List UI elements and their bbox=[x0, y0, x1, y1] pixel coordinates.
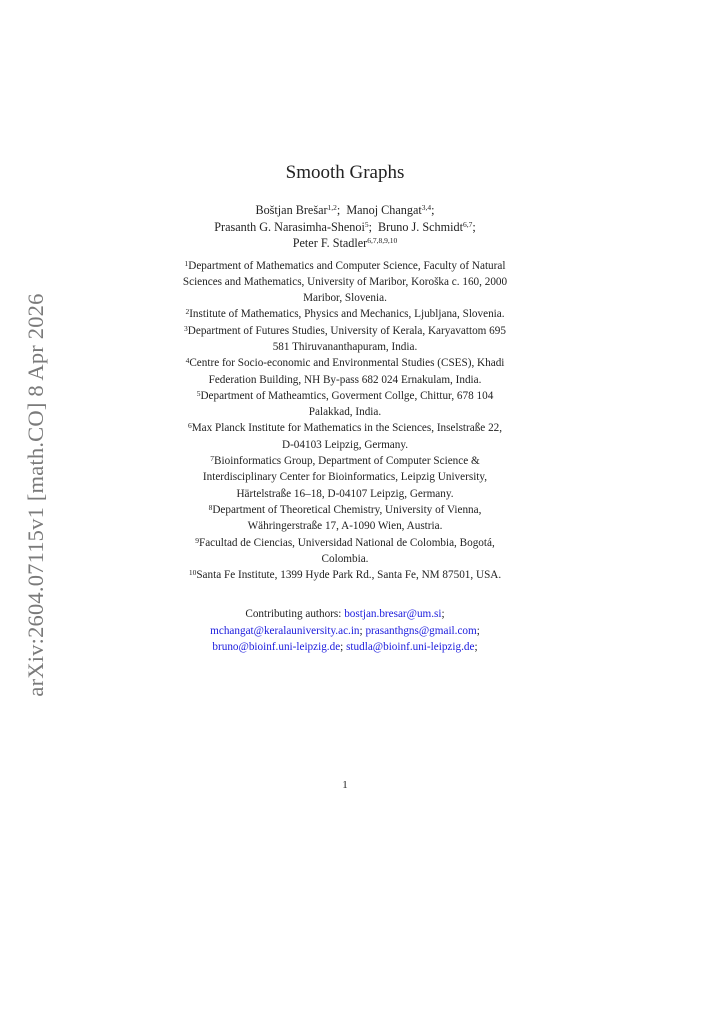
author-name: Peter F. Stadler bbox=[292, 236, 368, 250]
affiliation-2 bbox=[120, 306, 570, 322]
affiliation-6 bbox=[120, 420, 570, 453]
affiliation-7 bbox=[120, 453, 570, 502]
affiliation-9 bbox=[120, 535, 570, 568]
affiliation-number: 10 bbox=[188, 568, 197, 578]
author-separator: ; bbox=[368, 219, 372, 234]
affiliation-number: 8 bbox=[208, 502, 213, 512]
affiliation-text: Federation Building, NH By-pass 682 024 Ernakulam, India. bbox=[208, 373, 482, 386]
affiliation-number: 2 bbox=[185, 307, 190, 317]
author-name: Prasanth G. Narasimha-Shenoi bbox=[214, 219, 365, 234]
affiliation-8 bbox=[120, 502, 570, 535]
page-number: 1 bbox=[342, 779, 348, 791]
email-separator: ; bbox=[474, 641, 478, 654]
affiliation-text: Währingerstraße 17, A-1090 Wien, Austria. bbox=[247, 520, 443, 533]
email-link[interactable]: studla@bioinf.uni-leipzig.de bbox=[346, 641, 475, 654]
affiliation-number: 9 bbox=[195, 535, 199, 545]
author-separator: ; bbox=[336, 203, 341, 217]
affiliation-text: Interdisciplinary Center for Bioinformatics, Leipzig University, bbox=[202, 471, 488, 484]
affiliation-4 bbox=[120, 355, 570, 388]
author-line-3 bbox=[120, 235, 570, 252]
contributing-authors-label: Contributing authors: bbox=[245, 608, 345, 621]
affiliation-text: Sciences and Mathematics, University of Maribor, Koroška c. 160, 2000 bbox=[182, 275, 508, 288]
author-affiliation-marker: 5 bbox=[364, 219, 369, 229]
author-name: Boštjan Brešar bbox=[255, 203, 328, 217]
affiliation-text: Max Planck Institute for Mathematics in the Sciences, Inselstraße 22, bbox=[191, 422, 503, 435]
affiliation-number: 1 bbox=[184, 258, 189, 268]
affiliation-text: Palakkad, India. bbox=[308, 406, 382, 419]
affiliation-10 bbox=[120, 567, 570, 583]
affiliation-number: 4 bbox=[185, 356, 190, 366]
affiliation-text: Maribor, Slovenia. bbox=[303, 292, 387, 305]
affiliation-list bbox=[120, 258, 570, 584]
affiliation-text: Colombia. bbox=[321, 552, 369, 565]
affiliation-number: 7 bbox=[210, 454, 215, 464]
author-separator: ; bbox=[431, 203, 435, 217]
author-line-2 bbox=[120, 219, 570, 236]
paper-title: Smooth Graphs bbox=[285, 162, 405, 183]
affiliation-text: Centre for Socio-economic and Environmental Studies (CSES), Khadi bbox=[189, 357, 505, 370]
author-separator: ; bbox=[472, 219, 476, 234]
affiliation-number: 3 bbox=[184, 323, 188, 333]
email-separator: ; bbox=[340, 641, 344, 654]
email-link[interactable]: bruno@bioinf.uni-leipzig.de bbox=[212, 641, 341, 654]
email-separator: ; bbox=[441, 608, 445, 621]
affiliation-number: 5 bbox=[196, 388, 201, 398]
affiliation-text: Department of Futures Studies, University of Kerala, Karyavattom 695 bbox=[187, 324, 506, 337]
title-block bbox=[120, 160, 570, 655]
affiliation-text: Santa Fe Institute, 1399 Hyde Park Rd., Santa Fe, NM 87501, USA. bbox=[196, 569, 502, 582]
affiliation-text: Department of Mathematics and Computer Science, Faculty of Natural bbox=[188, 259, 506, 272]
author-name: Manoj Changat bbox=[346, 203, 422, 217]
affiliation-text: Härtelstraße 16–18, D-04107 Leipzig, Germany. bbox=[236, 487, 454, 500]
affiliation-text: 581 Thiruvananthapuram, India. bbox=[272, 340, 418, 353]
affiliation-text: Institute of Mathematics, Physics and Mechanics, Ljubljana, Slovenia. bbox=[189, 308, 505, 321]
affiliation-text: Bioinformatics Group, Department of Computer Science & bbox=[214, 455, 480, 468]
author-line-1 bbox=[120, 202, 570, 219]
affiliation-1 bbox=[120, 258, 570, 307]
email-separator: ; bbox=[476, 624, 480, 637]
email-link[interactable]: mchangat@keralauniversity.ac.in bbox=[210, 624, 360, 637]
author-affiliation-marker: 3,4 bbox=[421, 203, 432, 212]
affiliation-text: D-04103 Leipzig, Germany. bbox=[281, 438, 409, 451]
affiliation-5 bbox=[120, 388, 570, 421]
author-list bbox=[120, 202, 570, 252]
author-affiliation-marker: 6,7 bbox=[462, 219, 473, 229]
author-name: Bruno J. Schmidt bbox=[378, 219, 463, 234]
contributing-authors bbox=[120, 606, 570, 655]
author-affiliation-marker: 1,2 bbox=[327, 203, 337, 212]
affiliation-3 bbox=[120, 323, 570, 356]
email-separator: ; bbox=[359, 624, 363, 637]
arxiv-identifier-stamp: arXiv:2604.07115v1 [math.CO] 8 Apr 2026 bbox=[23, 293, 48, 697]
affiliation-text: Department of Matheamtics, Goverment Collge, Chittur, 678 104 bbox=[200, 389, 494, 402]
affiliation-number: 6 bbox=[187, 421, 192, 431]
affiliation-text: Department of Theoretical Chemistry, University of Vienna, bbox=[212, 503, 482, 516]
author-affiliation-marker: 6,7,8,9,10 bbox=[367, 236, 398, 245]
email-link[interactable]: prasanthgns@gmail.com bbox=[365, 624, 477, 637]
affiliation-text: Facultad de Ciencias, Universidad National de Colombia, Bogotá, bbox=[198, 536, 495, 549]
email-link[interactable]: bostjan.bresar@um.si bbox=[344, 608, 442, 621]
